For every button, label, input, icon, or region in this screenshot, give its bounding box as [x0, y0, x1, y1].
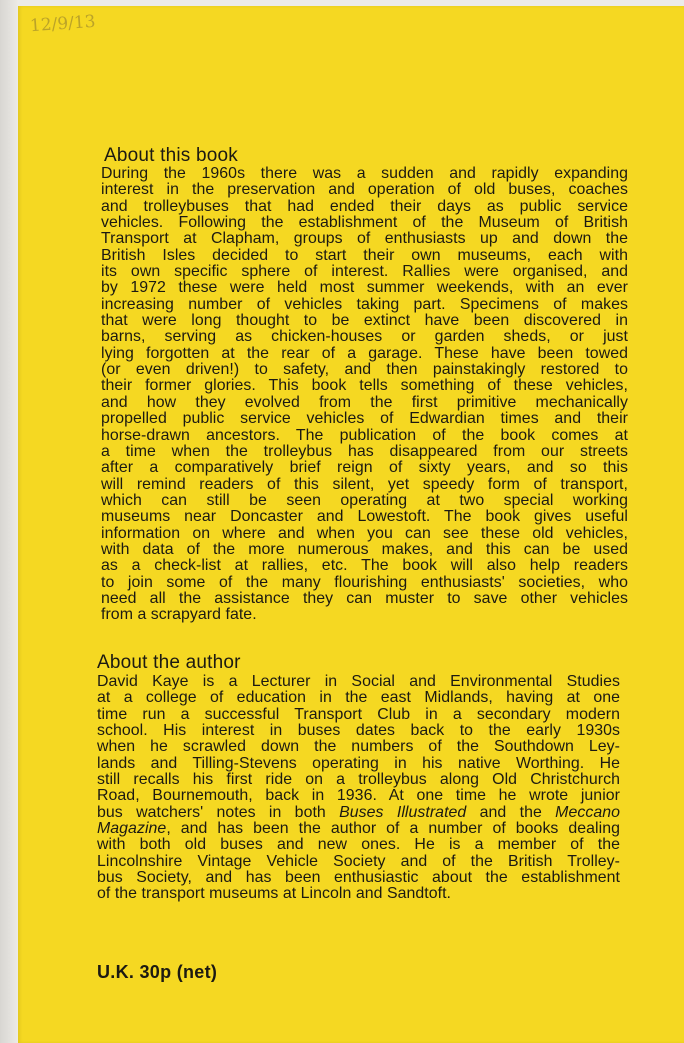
about-book-line: will remind readers of this silent, yet speedy form of transport, [101, 475, 628, 493]
about-book-line: as a check-list at rallies, etc. The book will also help readers [101, 557, 628, 575]
about-author-line: when he scrawled down the numbers of the Southdown Ley- [97, 738, 620, 756]
about-author-line: lands and Tilling-Stevens operating in his native Worthing. He [97, 754, 620, 772]
about-book-line: by 1972 these were held most summer weekends, with an ever [101, 279, 628, 297]
about-book-line: with data of the more numerous makes, and this can be used [101, 540, 628, 558]
about-author-text [97, 674, 620, 903]
handwritten-note: 12/9/13 [29, 11, 97, 37]
about-author-line: bus Society, and has been enthusiastic about the establishment [97, 869, 620, 887]
about-author-line: Road, Bournemouth, back in 1936. At one time he wrote junior [97, 787, 620, 805]
about-author-line: school. His interest in buses dates back to the early 1930s [97, 722, 620, 740]
about-book-line: and how they evolved from the first primitive mechanically [101, 393, 628, 411]
about-author-line: Lincolnshire Vintage Vehicle Society and of the British Trolley- [97, 852, 620, 870]
about-author-heading: About the author [97, 652, 241, 673]
about-book-line: its own specific sphere of interest. Rallies were organised, and [101, 263, 628, 281]
about-author-line: Magazine, and has been the author of a number of books dealing [97, 820, 620, 838]
price-label: U.K. 30p (net) [97, 962, 218, 982]
about-book-line: barns, serving as chicken-houses or garden sheds, or just [101, 328, 628, 346]
about-author-line: still recalls his first ride on a trolleybus along Old Christchurch [97, 771, 620, 789]
about-book-line: which can still be seen operating at two special working [101, 491, 628, 509]
about-book-line: to join some of the many flourishing enthusiasts' societies, who [101, 573, 628, 591]
about-author-line: time run a successful Transport Club in a secondary modern [97, 705, 620, 723]
about-author-line: with both old buses and new ones. He is a member of the [97, 836, 620, 854]
about-book-line: (or even driven!) to safety, and then painstakingly restored to [101, 361, 628, 379]
about-author-line: at a college of education in the east Midlands, having at one [97, 689, 620, 707]
about-book-line: propelled public service vehicles of Edwardian times and their [101, 410, 628, 428]
about-book-line: need all the assistance they can muster to save other vehicles [101, 589, 628, 607]
about-book-line: interest in the preservation and operation of old buses, coaches [101, 181, 628, 199]
about-author-line: David Kaye is a Lecturer in Social and Environmental Studies [97, 673, 620, 690]
about-book-line: after a comparatively brief reign of sixty years, and so this [101, 459, 628, 477]
about-book-line: from a scrapyard fate. [101, 606, 257, 624]
about-book-line: Transport at Clapham, groups of enthusiasts up and down the [101, 230, 628, 248]
about-book-line: their former glories. This book tells something of these vehicles, [101, 377, 628, 395]
about-book-line: horse-drawn ancestors. The publication of the book comes at [101, 426, 628, 444]
about-book-line: vehicles. Following the establishment of the Museum of British [101, 214, 628, 232]
about-book-line: information on where and when you can see these old vehicles, [101, 524, 628, 542]
about-book-heading: About this book [104, 145, 238, 166]
about-book-line: lying forgotten at the rear of a garage. These have been towed [101, 344, 628, 362]
about-book-line: During the 1960s there was a sudden and rapidly expanding [101, 165, 628, 182]
page-edge-left [0, 0, 18, 1043]
about-book-line: and trolleybuses that had ended their days as public service [101, 197, 628, 215]
about-book-text [101, 166, 628, 624]
about-author-line: of the transport museums at Lincoln and Sandtoft. [97, 885, 452, 903]
about-book-line: increasing number of vehicles taking part. Specimens of makes [101, 295, 628, 313]
about-author-line: bus watchers' notes in both Buses Illustrated and the Meccano [97, 803, 620, 821]
about-book-line: British Isles decided to start their own museums, each with [101, 246, 628, 264]
about-book-line: that were long thought to be extinct have been discovered in [101, 312, 628, 330]
about-book-line: museums near Doncaster and Lowestoft. The book gives useful [101, 508, 628, 526]
about-book-line: a time when the trolleybus has disappeared from our streets [101, 442, 628, 460]
